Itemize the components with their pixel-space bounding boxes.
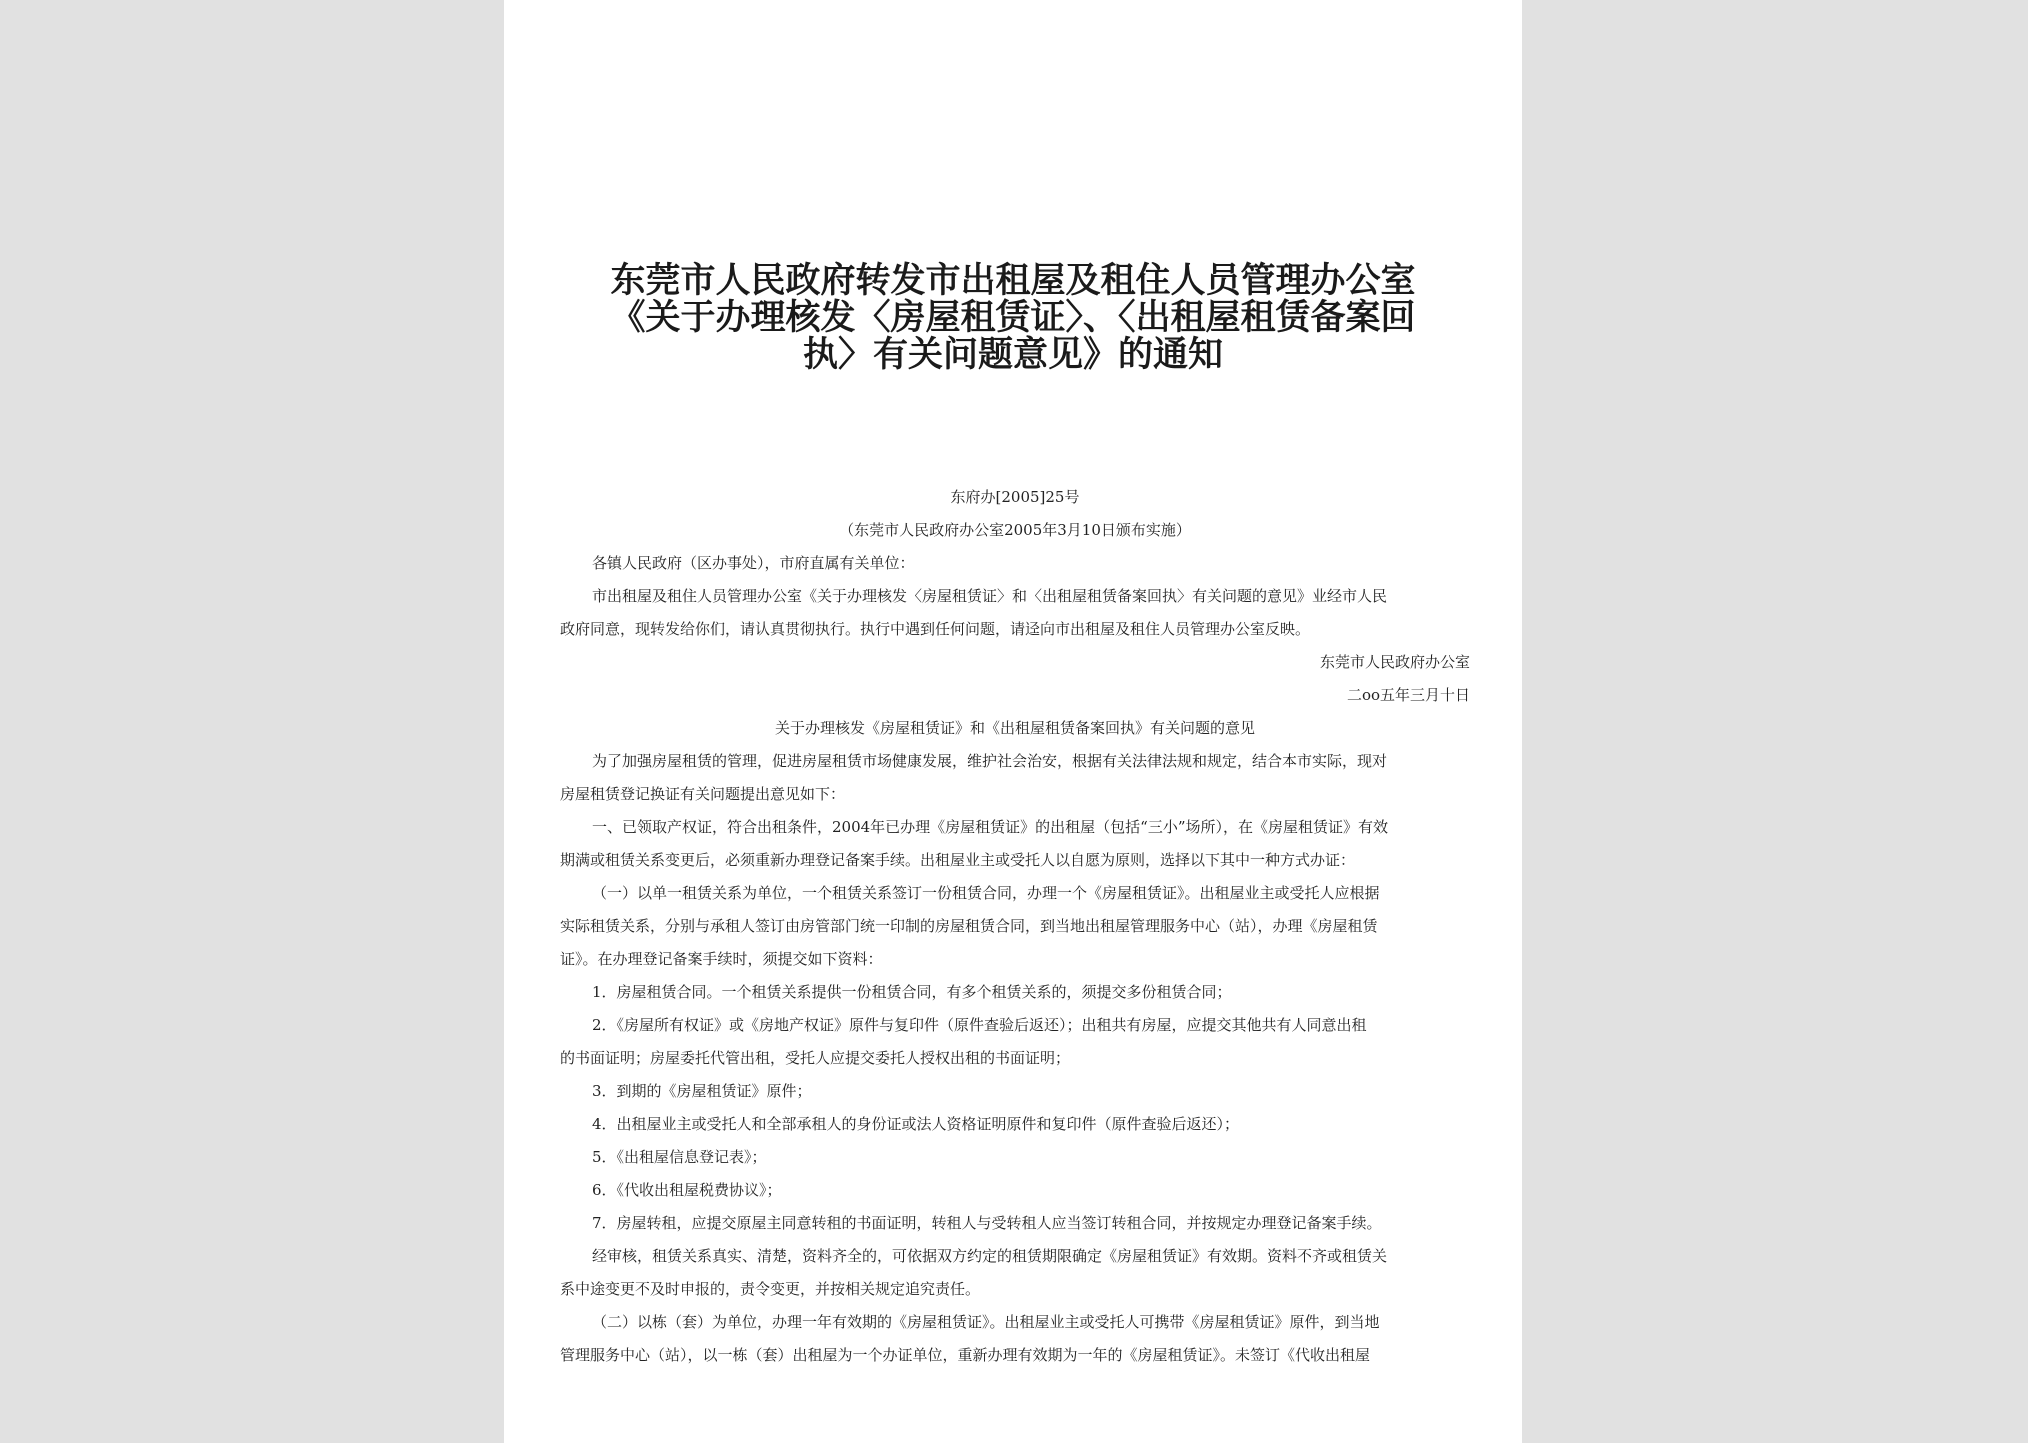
paragraph-line: 经审核，租赁关系真实、清楚，资料齐全的，可依据双方约定的租赁期限确定《房屋租赁证》有效期。资料不齐或租赁关 bbox=[592, 1247, 1388, 1265]
intro-line: 政府同意，现转发给你们，请认真贯彻执行。执行中遇到任何问题，请迳向市出租屋及租住人员管理办公室反映。 bbox=[560, 620, 1311, 638]
title-line: 执〉有关问题意见》的通知 bbox=[802, 334, 1223, 375]
date: 二oo五年三月十日 bbox=[1346, 686, 1470, 704]
list-item: 7．房屋转租，应提交原屋主同意转租的书面证明，转租人与受转租人应当签订转租合同，并按规定办理登记备案手续。 bbox=[592, 1214, 1382, 1232]
paragraph-line: 系中途变更不及时申报的，责令变更，并按相关规定追究责任。 bbox=[560, 1280, 981, 1298]
list-item: 4．出租屋业主或受托人和全部承租人的身份证或法人资格证明原件和复印件（原件查验后返还）； bbox=[592, 1115, 1240, 1133]
document-page bbox=[504, 0, 1522, 1443]
doc-number: 东府办[2005]25号 bbox=[950, 488, 1080, 506]
paragraph-line: 房屋租赁登记换证有关问题提出意见如下： bbox=[560, 785, 846, 803]
document-body bbox=[560, 481, 1470, 1372]
paragraph-line: 实际租赁关系，分别与承租人签订由房管部门统一印制的房屋租赁合同，到当地出租屋管理服务中心（站），办理《房屋租赁 bbox=[560, 917, 1378, 935]
paragraph-line: 期满或租赁关系变更后，必须重新办理登记备案手续。出租屋业主或受托人以自愿为原则，选择以下其中一种方式办证： bbox=[560, 851, 1356, 869]
signature: 东莞市人民政府办公室 bbox=[1319, 653, 1470, 671]
issue-note: （东莞市人民政府办公室2005年3月10日颁布实施） bbox=[839, 521, 1191, 539]
paragraph-line: （二）以栋（套）为单位，办理一年有效期的《房屋租赁证》。出租屋业主或受托人可携带《房屋租赁证》原件，到当地 bbox=[592, 1313, 1380, 1331]
title-line: 《关于办理核发〈房屋租赁证〉、〈出租屋租赁备案回 bbox=[610, 297, 1416, 338]
document-title bbox=[504, 262, 1522, 373]
list-item: 6．《代收出租屋税费协议》； bbox=[592, 1181, 782, 1199]
list-item: 5．《出租屋信息登记表》； bbox=[592, 1148, 767, 1166]
section-title: 关于办理核发《房屋租赁证》和《出租屋租赁备案回执》有关问题的意见 bbox=[774, 719, 1255, 737]
intro-line: 市出租屋及租住人员管理办公室《关于办理核发〈房屋租赁证〉和〈出租屋租赁备案回执〉有关问题的意见》业经市人民 bbox=[592, 587, 1388, 605]
paragraph-line: 的书面证明；房屋委托代管出租，受托人应提交委托人授权出租的书面证明； bbox=[560, 1049, 1071, 1067]
paragraph-line: （一）以单一租赁关系为单位，一个租赁关系签订一份租赁合同，办理一个《房屋租赁证》。出租屋业主或受托人应根据 bbox=[592, 884, 1380, 902]
paragraph-line: 一、已领取产权证，符合出租条件，2004年已办理《房屋租赁证》的出租屋（包括“三小”场所），在《房屋租赁证》有效 bbox=[592, 818, 1389, 836]
list-item: 3．到期的《房屋租赁证》原件； bbox=[592, 1082, 812, 1100]
paragraph-line: 证》。在办理登记备案手续时，须提交如下资料： bbox=[560, 950, 883, 968]
paragraph-line: 管理服务中心（站），以一栋（套）出租屋为一个办证单位，重新办理有效期为一年的《房屋租赁证》。未签订《代收出租屋 bbox=[560, 1346, 1371, 1364]
list-item: 1．房屋租赁合同。一个租赁关系提供一份租赁合同，有多个租赁关系的，须提交多份租赁合同； bbox=[592, 983, 1232, 1001]
list-item: 2．《房屋所有权证》或《房地产权证》原件与复印件（原件查验后返还）；出租共有房屋，应提交其他共有人同意出租 bbox=[592, 1016, 1367, 1034]
title-line: 东莞市人民政府转发市出租屋及租住人员管理办公室 bbox=[610, 260, 1416, 301]
addressee: 各镇人民政府（区办事处），市府直属有关单位： bbox=[592, 554, 915, 572]
paragraph-line: 为了加强房屋租赁的管理，促进房屋租赁市场健康发展，维护社会治安，根据有关法律法规和规定，结合本市实际，现对 bbox=[592, 752, 1388, 770]
